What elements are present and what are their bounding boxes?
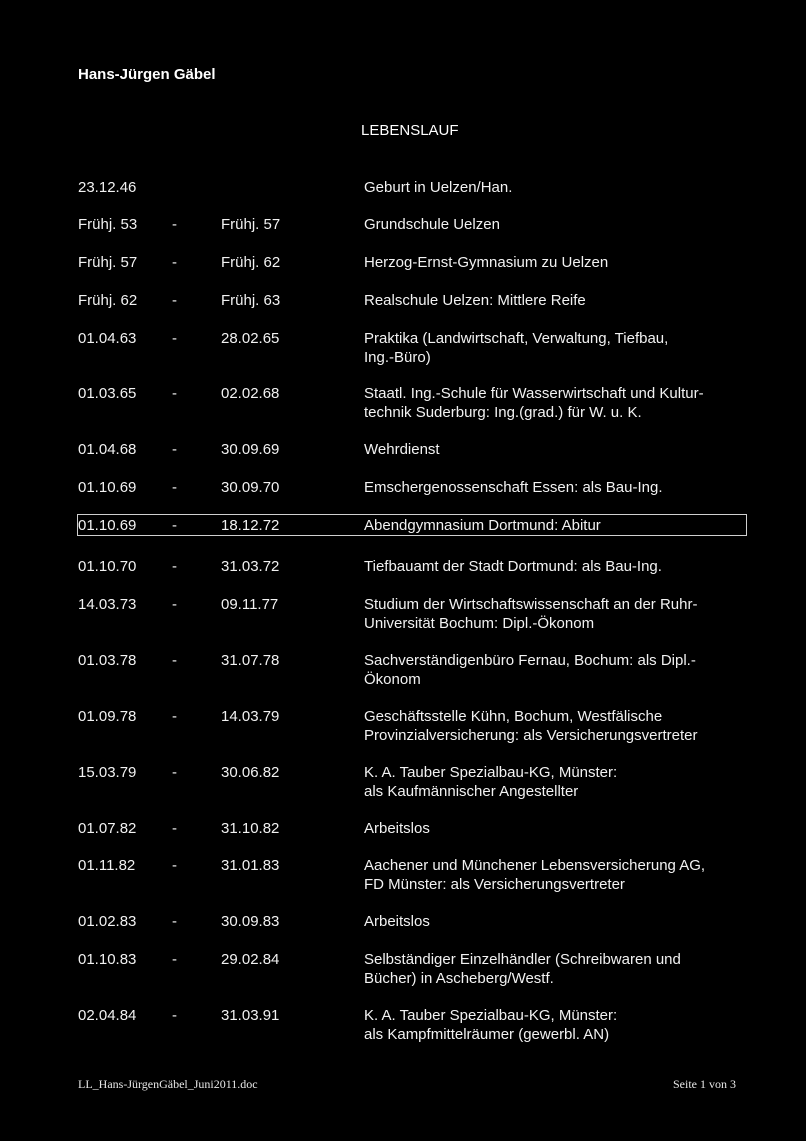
entry-description (364, 291, 754, 310)
entry-description-line: Tiefbauamt der Stadt Dortmund: als Bau-Ing. (364, 558, 662, 575)
entry-description-line: K. A. Tauber Spezialbau-KG, Münster: (364, 1007, 618, 1024)
entry-start-date: 01.10.69 (78, 517, 137, 534)
entry-description-line: technik Suderburg: Ing.(grad.) für W. u. K. (364, 404, 642, 421)
entry-end-date: 30.09.70 (221, 479, 280, 496)
entry-description-line: Universität Bochum: Dipl.-Ökonom (364, 615, 595, 632)
entry-description-line: als Kaufmännischer Angestellter (364, 783, 579, 800)
entry-description-line: Provinzialversicherung: als Versicherungsvertreter (364, 727, 698, 744)
entry-date-separator: - (172, 441, 177, 458)
entry-description (364, 1006, 754, 1044)
entry-description (364, 763, 754, 801)
entry-description-line: Wehrdienst (364, 441, 440, 458)
entry-start-date: 23.12.46 (78, 179, 137, 196)
entry-description (364, 912, 754, 931)
entry-date-separator: - (172, 708, 177, 725)
entry-start-date: 01.10.83 (78, 951, 137, 968)
entry-description (364, 819, 754, 838)
entry-start-date: 01.04.63 (78, 330, 137, 347)
entry-end-date: 14.03.79 (221, 708, 280, 725)
entry-start-date: 01.04.68 (78, 441, 137, 458)
entry-end-date: 30.09.69 (221, 441, 280, 458)
entry-end-date: Frühj. 57 (221, 216, 281, 233)
entry-description-line: Realschule Uelzen: Mittlere Reife (364, 292, 586, 309)
entry-end-date: 28.02.65 (221, 330, 280, 347)
entry-description (364, 178, 754, 197)
entry-description-line: Abendgymnasium Dortmund: Abitur (364, 517, 601, 534)
entry-end-date: 18.12.72 (221, 517, 280, 534)
entry-start-date: 02.04.84 (78, 1007, 137, 1024)
entry-start-date: Frühj. 57 (78, 254, 138, 271)
entry-end-date: Frühj. 63 (221, 292, 281, 309)
entry-description-line: Praktika (Landwirtschaft, Verwaltung, Tiefbau, (364, 330, 669, 347)
entry-description-line: K. A. Tauber Spezialbau-KG, Münster: (364, 764, 618, 781)
entry-description-line: Geschäftsstelle Kühn, Bochum, Westfälische (364, 708, 663, 725)
entry-date-separator: - (172, 913, 177, 930)
entry-date-separator: - (172, 254, 177, 271)
entry-start-date: 01.10.70 (78, 558, 137, 575)
entry-end-date: 31.01.83 (221, 857, 280, 874)
entry-description (364, 215, 754, 234)
footer-filename: LL_Hans-JürgenGäbel_Juni2011.doc (78, 1077, 258, 1091)
entry-description (364, 384, 754, 422)
entry-start-date: 01.07.82 (78, 820, 137, 837)
entry-description-line: Geburt in Uelzen/Han. (364, 179, 513, 196)
entry-end-date: 31.03.91 (221, 1007, 280, 1024)
entry-date-separator: - (172, 1007, 177, 1024)
entry-date-separator: - (172, 330, 177, 347)
entry-description (364, 557, 754, 576)
entry-end-date: 02.02.68 (221, 385, 280, 402)
entry-description-line: Ökonom (364, 671, 421, 688)
entry-description-line: Aachener und Münchener Lebensversicherung AG, (364, 857, 706, 874)
entry-description (364, 329, 754, 367)
footer-page-number: Seite 1 von 3 (673, 1077, 736, 1091)
entry-end-date: 30.06.82 (221, 764, 280, 781)
entry-date-separator: - (172, 385, 177, 402)
entry-date-separator: - (172, 652, 177, 669)
entry-description-line: Sachverständigenbüro Fernau, Bochum: als Dipl.- (364, 652, 696, 669)
entry-end-date: 31.10.82 (221, 820, 280, 837)
entry-start-date: 01.11.82 (78, 857, 136, 874)
entry-description (364, 950, 754, 988)
entry-description-line: Selbständiger Einzelhändler (Schreibwaren und (364, 951, 681, 968)
entry-description (364, 856, 754, 894)
entry-date-separator: - (172, 820, 177, 837)
entry-date-separator: - (172, 764, 177, 781)
document-title: LEBENSLAUF (361, 122, 459, 139)
entry-start-date: 14.03.73 (78, 596, 137, 613)
entry-start-date: 01.03.65 (78, 385, 137, 402)
entry-start-date: 01.09.78 (78, 708, 137, 725)
entry-end-date: 30.09.83 (221, 913, 280, 930)
entry-date-separator: - (172, 292, 177, 309)
entry-date-separator: - (172, 479, 177, 496)
entry-end-date: 09.11.77 (221, 596, 279, 613)
entry-description-line: Arbeitslos (364, 820, 430, 837)
entry-description-line: Grundschule Uelzen (364, 216, 500, 233)
entry-date-separator: - (172, 216, 177, 233)
entry-description-line: FD Münster: als Versicherungsvertreter (364, 876, 625, 893)
entry-date-separator: - (172, 951, 177, 968)
entry-description (364, 253, 754, 272)
entry-description-line: Studium der Wirtschaftswissenschaft an der Ruhr- (364, 596, 698, 613)
entry-date-separator: - (172, 558, 177, 575)
entry-start-date: 01.03.78 (78, 652, 137, 669)
entry-date-separator: - (172, 857, 177, 874)
entry-description-line: Emschergenossenschaft Essen: als Bau-Ing. (364, 479, 663, 496)
entry-description-line: Ing.-Büro) (364, 349, 431, 366)
entry-end-date: 31.03.72 (221, 558, 280, 575)
entry-start-date: 15.03.79 (78, 764, 137, 781)
entry-description-line: Staatl. Ing.-Schule für Wasserwirtschaft und Kultur- (364, 385, 704, 402)
entry-start-date: Frühj. 53 (78, 216, 138, 233)
entry-start-date: Frühj. 62 (78, 292, 138, 309)
entry-description (364, 478, 754, 497)
entry-description (364, 651, 754, 689)
entry-date-separator: - (172, 596, 177, 613)
entry-description-line: Herzog-Ernst-Gymnasium zu Uelzen (364, 254, 609, 271)
entry-start-date: 01.02.83 (78, 913, 137, 930)
entry-start-date: 01.10.69 (78, 479, 137, 496)
entry-description (364, 707, 754, 745)
entry-description-line: Arbeitslos (364, 913, 430, 930)
entry-end-date: 29.02.84 (221, 951, 280, 968)
entry-date-separator: - (172, 517, 177, 534)
entry-end-date: 31.07.78 (221, 652, 280, 669)
author-name: Hans-Jürgen Gäbel (78, 66, 216, 83)
entry-description (364, 595, 754, 633)
entry-end-date: Frühj. 62 (221, 254, 281, 271)
entry-description (364, 516, 754, 535)
entry-description-line: Bücher) in Ascheberg/Westf. (364, 970, 554, 987)
entry-description (364, 440, 754, 459)
entry-description-line: als Kampfmittelräumer (gewerbl. AN) (364, 1026, 610, 1043)
